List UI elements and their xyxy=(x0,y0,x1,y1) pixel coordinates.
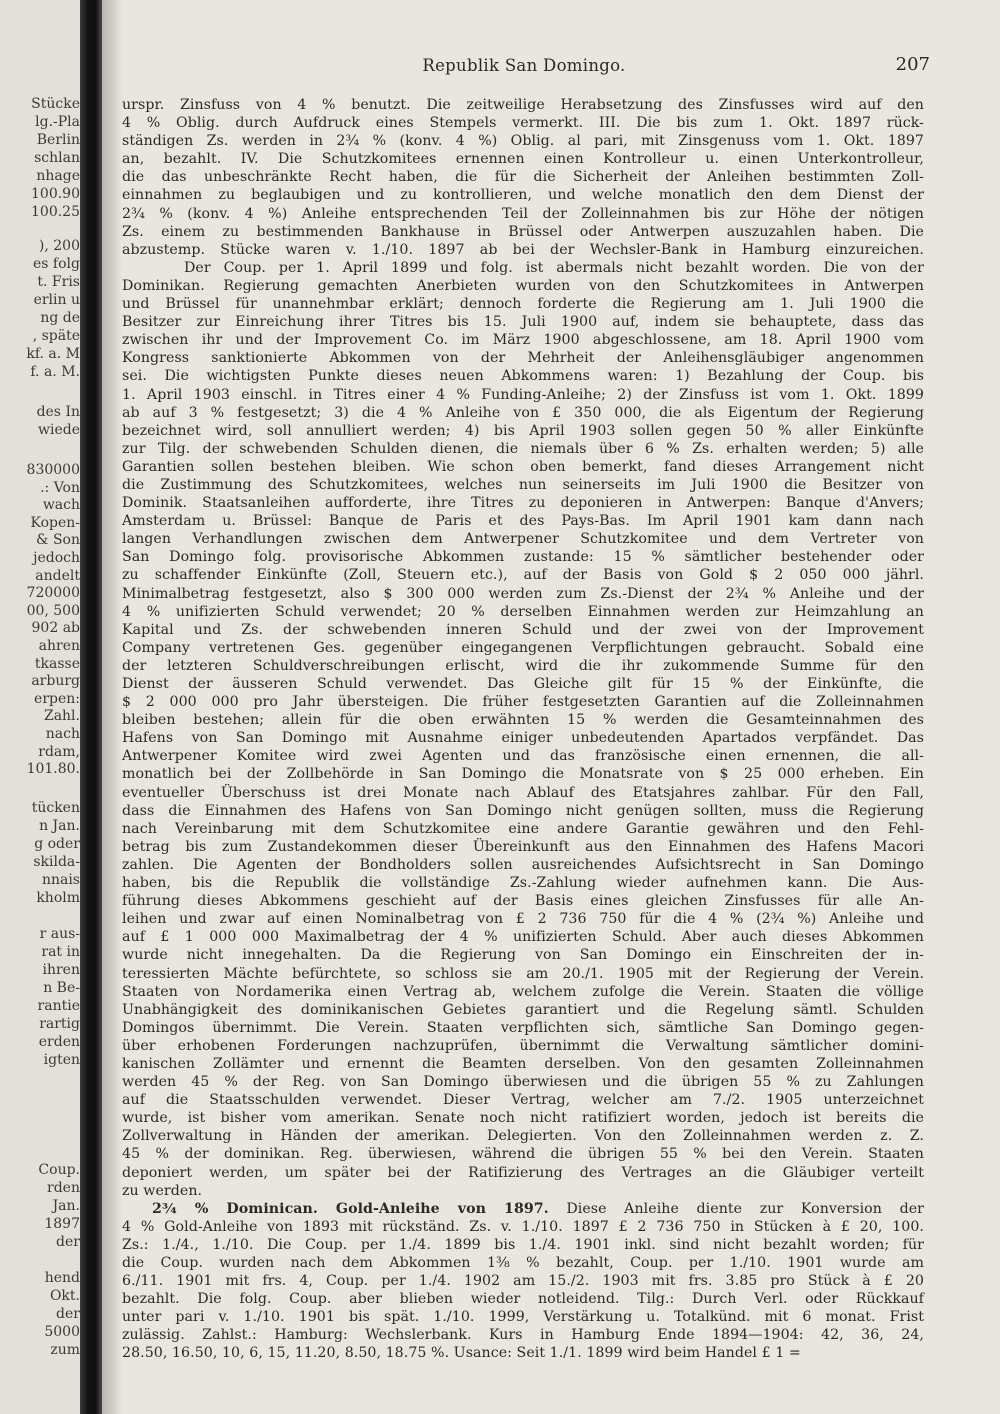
text-line: führung dieses Abkommens geschieht auf der Basis eines gleichen Zinsfusses für alle An- xyxy=(122,893,924,910)
facing-page-text: 101.80. xyxy=(26,761,80,778)
facing-page-fragment xyxy=(0,0,80,1414)
facing-page-text: nach xyxy=(45,726,80,742)
text-line: San Domingo folg. provisorische Abkommen zustande: 15 % sämtlicher bestehender oder xyxy=(122,549,924,566)
text-line: abzustemp. Stücke waren v. 1./10. 1897 ab bei der Wechsler-Bank in Hamburg einzureichen. xyxy=(122,241,924,258)
text-line: Dominikan. Regierung gemachten Anerbieten wurden von den Schutzkomitees in Antwerpen xyxy=(122,277,924,294)
text-line: 45 % der dominikan. Reg. überwiesen, während die übrigen 55 % bei den Verein. Staaten xyxy=(122,1146,924,1163)
text-line: Domingos übernimmt. Die Verein. Staaten verpflichten sich, sämtliche San Domingo gegen- xyxy=(122,1019,924,1036)
text-line: Zs.: 1./4., 1./10. Die Coup. per 1./4. 1899 bis 1./4. 1901 inkl. sind nicht bezahlt worden; für xyxy=(122,1236,924,1253)
text-line: ab auf 3 % festgesetzt; 3) die 4 % Anleihe von £ 350 000, die als Eigentum der Regierung xyxy=(122,404,924,421)
text-line: auf die Staatsschulden verwendet. Dieser Vertrag, welcher am 7./2. 1905 unterzeichnet xyxy=(122,1092,924,1109)
facing-page-text: Okt. xyxy=(49,1288,80,1304)
facing-page-text: der xyxy=(56,1234,80,1250)
facing-page-text: 720000 xyxy=(26,585,80,602)
facing-page-text: tücken xyxy=(31,800,80,816)
text-line: Zollverwaltung in Händen der amerikan. Delegierten. Von den Zolleinnahmen werden z. Z. xyxy=(122,1128,924,1145)
text-line: bleiben bestehen; allein für die oben erwähnten 15 % werden die Gesamteinnahmen des xyxy=(122,712,924,729)
text-line: 4 % Oblig. durch Aufdruck eines Stempels vermerkt. III. Die bis zum 1. Okt. 1897 rück- xyxy=(122,115,924,132)
book-binding xyxy=(80,0,102,1414)
text-line: 28.50, 16.50, 10, 6, 15, 11.20, 8.50, 18.75 %. Usance: Seit 1./1. 1899 wird beim Handel £ 1 = xyxy=(122,1345,801,1362)
text-line xyxy=(122,1200,924,1218)
text-line: Company vertretenen Ges. gegenüber eingegangenen Verpflichtungen gebraucht. Sobald eine xyxy=(122,639,924,656)
text-line: haben, bis die Republik die vollständige Zs.-Zahlung wieder aufnehmen kann. Die Aus- xyxy=(122,875,924,892)
facing-page-text: wach xyxy=(42,497,80,514)
text-line: kanischen Zollämter und ernennt die Beamten derselben. Von den gesamten Zolleinnahmen xyxy=(122,1055,924,1072)
text-line: bezahlt. Die folg. Coup. aber blieben wieder notleidend. Tilg.: Durch Verl. oder Rückkauf xyxy=(122,1291,924,1308)
facing-page-text: r aus- xyxy=(39,926,80,942)
facing-page-text: n Jan. xyxy=(39,818,80,834)
facing-page-text: n Be- xyxy=(43,980,80,996)
facing-page-text: .: Von xyxy=(40,479,80,496)
facing-page-text: skilda- xyxy=(33,854,80,870)
text-line: einnahmen zu beglaubigen und zu kontrollieren, und welche monatlich den dem Dienst der xyxy=(122,187,924,204)
text-line: 1. April 1903 einschl. in Titres einer 4 % Funding-Anleihe; 2) der Zinsfuss ist vom 1. Okt. 1899 xyxy=(122,386,924,403)
facing-page-text: jedoch xyxy=(33,550,80,566)
text-line: 4 % Gold-Anleihe von 1893 mit rückständ. Zs. v. 1./10. 1897 £ 2 736 750 in Stücken à £ 20, 100. xyxy=(122,1218,924,1235)
text-line: 2¾ % (konv. 4 %) Anleihe entsprechenden Teil der Zolleinnahmen bis zur Höhe der nötigen xyxy=(122,205,924,222)
facing-page-text: arburg xyxy=(31,673,80,690)
text-line: zu werden. xyxy=(122,1182,203,1199)
text-line: teressierten Mächte befürchtete, so schloss sie am 20./1. 1905 mit der Regierung der Verein. xyxy=(122,965,924,982)
text-line: betrag bis zum Zustandekommen dieser Übereinkunft aus den Einnahmen des Hafens Macori xyxy=(122,838,924,855)
facing-page-text: rdam, xyxy=(38,743,80,760)
facing-page-text: rartig xyxy=(39,1016,80,1032)
text-line: dass die Einnahmen des Hafens von San Domingo nicht genügen sollten, muss die Regierung xyxy=(122,802,924,819)
text-line: deponiert werden, um später bei der Ratifizierung des Vertrages an die Gläubiger verteilt xyxy=(122,1164,924,1181)
facing-page-text: rantie xyxy=(37,998,80,1014)
text-line: Dienst der äusseren Schuld verwendet. Das Gleiche gilt für 15 % der Einkünfte, die xyxy=(122,676,924,692)
text-line: über erhobenen Forderungen nachzuprüfen, übernimmt die Verwaltung sämtlicher domini- xyxy=(122,1037,924,1054)
facing-page-text: erden xyxy=(38,1034,80,1050)
facing-page-text: tkasse xyxy=(34,655,80,672)
facing-page-text: Stücke xyxy=(31,96,80,112)
facing-page-text: wiede xyxy=(38,422,80,438)
facing-page-text: kholm xyxy=(36,890,80,906)
facing-page-text: des In xyxy=(36,404,80,420)
text-line: zu schaffender Einkünfte (Zoll, Steuern etc.), auf der Basis von Gold $ 2 050 000 jährl. xyxy=(122,567,924,584)
text-line: unter pari v. 1./10. 1901 bis spät. 1./10. 1999, Verstärkung u. Totalkünd. mit 6 monat. Frist xyxy=(122,1309,924,1326)
text-line: Amsterdam u. Brüssel: Banque de Paris et des Pays-Bas. Im April 1901 kam dann nach xyxy=(122,513,924,530)
text-line: bezeichnet wird, soll annulliert werden; 4) bis April 1903 sollen gegen 50 % aller Einkünfte xyxy=(122,422,924,439)
facing-page-text: Kopen- xyxy=(30,514,80,531)
text-line: zwischen ihr und der Improvement Co. im März 1900 abgeschlossene, am 18. April 1900 vom xyxy=(122,332,924,349)
facing-page-text: 5000 xyxy=(44,1324,80,1340)
text-line: Minimalbetrag festgesetzt, also $ 300 000 werden zum Zs.-Dienst der 2¾ % Anleihe und der xyxy=(122,585,924,602)
text-line: urspr. Zinsfuss von 4 % benutzt. Die zeitweilige Herabsetzung des Zinsfusses wird auf den xyxy=(122,97,924,113)
facing-page-text: zum xyxy=(50,1342,80,1358)
text-line: die das unbeschränkte Recht haben, die für die Sicherheit der Anleihen bestimmten Zoll- xyxy=(122,169,924,186)
facing-page-text: ihren xyxy=(42,962,80,978)
facing-page-text: 100.25 xyxy=(31,204,80,220)
page-number: 207 xyxy=(895,54,930,75)
facing-page-text: ahren xyxy=(38,638,80,654)
text-line: 6./11. 1901 mit frs. 4, Coup. per 1./4. 1902 am 15./2. 1903 mit frs. 3.85 pro Stück à £ 20 xyxy=(122,1273,924,1290)
text-line: Hafens von San Domingo mit Ausnahme einiger unbedeutenden Apartados verpfändet. Das xyxy=(122,730,924,747)
facing-page-text: schlan xyxy=(34,150,80,166)
text-line: und Brüssel für unannehmbar erklärt; dennoch forderte die Regierung am 1. Juli 1900 die xyxy=(122,296,924,313)
facing-page-text: andelt xyxy=(35,567,80,584)
text-line: Zs. einem zu bestimmenden Bankhause in Brüssel oder Antwerpen auszuzahlen haben. Die xyxy=(122,223,924,240)
text-line: Staaten von Nordamerika einen Vertrag ab, welchem zufolge die Verein. Staaten die völlige xyxy=(122,983,924,1000)
facing-page-text: der xyxy=(56,1306,80,1322)
page-content xyxy=(118,0,930,1414)
text-line: Garantien sollen bestehen bleiben. Wie schon oben bemerkt, fand dieses Arrangement nicht xyxy=(122,458,924,475)
text-line: nach Vereinbarung mit dem Schutzkomitee eine andere Garantie gewähren und den Fehl- xyxy=(122,820,924,837)
page-header-title: Republik San Domingo. xyxy=(422,56,626,75)
text-line: zahlen. Die Agenten der Bondholders sollen ausreichendes Aufsichtsrecht in San Domingo xyxy=(122,856,924,873)
facing-page-text: , späte xyxy=(32,328,80,344)
facing-page-text: 902 ab xyxy=(31,620,80,637)
facing-page-text: rden xyxy=(47,1180,80,1196)
facing-page-text: ), 200 xyxy=(38,238,80,254)
text-line: an, bezahlt. IV. Die Schutzkomitees ernennen einen Kontrolleur u. einen Unterkontrolleur, xyxy=(122,151,924,168)
facing-page-text: nnais xyxy=(41,872,80,888)
facing-page-text: Coup. xyxy=(38,1162,80,1178)
facing-page-text: erpen: xyxy=(34,690,80,707)
facing-page-text: t. Fris xyxy=(37,274,80,290)
text-line: $ 2 000 000 pro Jahr übersteigen. Die früher festgesetzten Garantien auf die Zolleinnahmen xyxy=(122,694,924,711)
text-line: zur Tilg. der schwebenden Schulden dienen, die niemals über 6 % Zs. erhalten werden; 5) alle xyxy=(122,440,924,457)
text-line: ständigen Zs. werden in 2¾ % (konv. 4 %) Oblig. al pari, mit Zinsgenuss vom 1. Okt. 1897 xyxy=(122,133,924,150)
facing-page-text: nhage xyxy=(36,168,80,184)
facing-page-text: 100.90 xyxy=(31,186,80,202)
text-line: Der Coup. per 1. April 1899 und folg. ist abermals nicht bezahlt worden. Die von der xyxy=(184,259,924,276)
text-line: Unabhängigkeit des dominikanischen Gebietes garantiert und die Regelung sämtl. Schulden xyxy=(122,1001,924,1018)
text-line: 4 % unifizierten Schuld verwendet; 20 % derselben Einnahmen werden zur Heimzahlung an xyxy=(122,603,924,620)
facing-page-text: lg.-Pla xyxy=(35,114,80,130)
facing-page-text: erlin u xyxy=(33,292,80,308)
text-line: Besitzer zur Einreichung ihrer Titres bis 15. Juli 1900 auf, indem sie behauptete, dass das xyxy=(122,314,924,331)
text-line: langen Verhandlungen zwischen dem Antwerpener Schutzkomitee und dem Vertreter von xyxy=(122,531,924,548)
facing-page-text: f. a. M. xyxy=(30,364,80,380)
text-line: monatlich bei der Zollbehörde in San Domingo die Monatsrate von $ 25 000 erheben. Ein xyxy=(122,766,924,783)
text-line: die Zustimmung des Schutzkomitees, welches nun seinerseits im Juli 1900 die Besitzer von xyxy=(122,476,924,493)
facing-page-text: g oder xyxy=(34,836,80,852)
text-line: Antwerpener Komitee wird zwei Agenten und das französische einen ernennen, die all- xyxy=(122,748,924,765)
facing-page-text: 00, 500 xyxy=(26,602,80,619)
line-text: Diese Anleihe diente zur Konversion der xyxy=(548,1200,924,1217)
facing-page-text: Zahl. xyxy=(43,708,80,725)
facing-page-text: 1897 xyxy=(44,1216,80,1232)
facing-page-text: hend xyxy=(44,1270,80,1286)
text-line: Kongress sanktionierte Abkommen von der Mehrheit der Anleihensgläubiger angenommen xyxy=(122,350,924,367)
facing-page-text: Jan. xyxy=(52,1198,80,1214)
facing-page-text: igten xyxy=(43,1052,80,1068)
facing-page-text: es folg xyxy=(33,256,80,272)
text-line: der letzteren Schuldverschreibungen erlischt, wird die ihr zukommende Summe für den xyxy=(122,657,924,674)
text-line: Kapital und Zs. der schwebenden inneren Schuld und der zwei von der Improvement xyxy=(122,621,924,638)
text-line: zulässig. Zahlst.: Hamburg: Wechslerbank. Kurs in Hamburg Ende 1894—1904: 42, 36, 24, xyxy=(122,1327,924,1344)
facing-page-text: 830000 xyxy=(26,462,80,478)
facing-page-text: rat in xyxy=(41,944,80,960)
facing-page-text: kf. a. M xyxy=(26,346,80,362)
text-line: auf £ 1 000 000 Maximalbetrag der 4 % unifizierten Schuld. Aber auch dieses Abkommen xyxy=(122,929,924,946)
text-line: die Coup. wurden nach dem Abkommen 1⅜ % bezahlt, Coup. per 1./10. 1901 wurde am xyxy=(122,1255,924,1271)
text-line: wurde nicht innegehalten. Da die Regierung von San Domingo ein Einschreiten der in- xyxy=(122,947,924,964)
facing-page-text: ng de xyxy=(40,310,80,326)
text-line: sei. Die wichtigsten Punkte dieses neuen Abkommens waren: 1) Bezahlung der Coup. bis xyxy=(122,368,924,385)
text-line: leihen und zwar auf einen Nominalbetrag von £ 2 736 750 für die 4 % (2¾ %) Anleihe und xyxy=(122,911,924,928)
facing-page-text: & Son xyxy=(36,532,80,549)
text-line: eventueller Überschuss ist drei Monate nach Ablauf des Etatsjahres zahlbar. Für den Fall, xyxy=(122,784,924,801)
text-line: Dominik. Staatsanleihen aufforderte, ihre Titres zu deponieren in Antwerpen: Banque d'Anvers; xyxy=(122,495,924,512)
facing-page-text: Berlin xyxy=(36,132,80,148)
body-text xyxy=(122,96,924,1363)
text-line: werden 45 % der Reg. von San Domingo überwiesen und die übrigen 55 % zu Zahlungen xyxy=(122,1074,924,1091)
running-head xyxy=(118,56,930,80)
section-heading: 2¾ % Dominican. Gold-Anleihe von 1897. xyxy=(152,1200,549,1217)
text-line: wurde, ist bisher vom amerikan. Senate noch nicht ratifiziert worden, jedoch ist bereits die xyxy=(122,1110,924,1127)
